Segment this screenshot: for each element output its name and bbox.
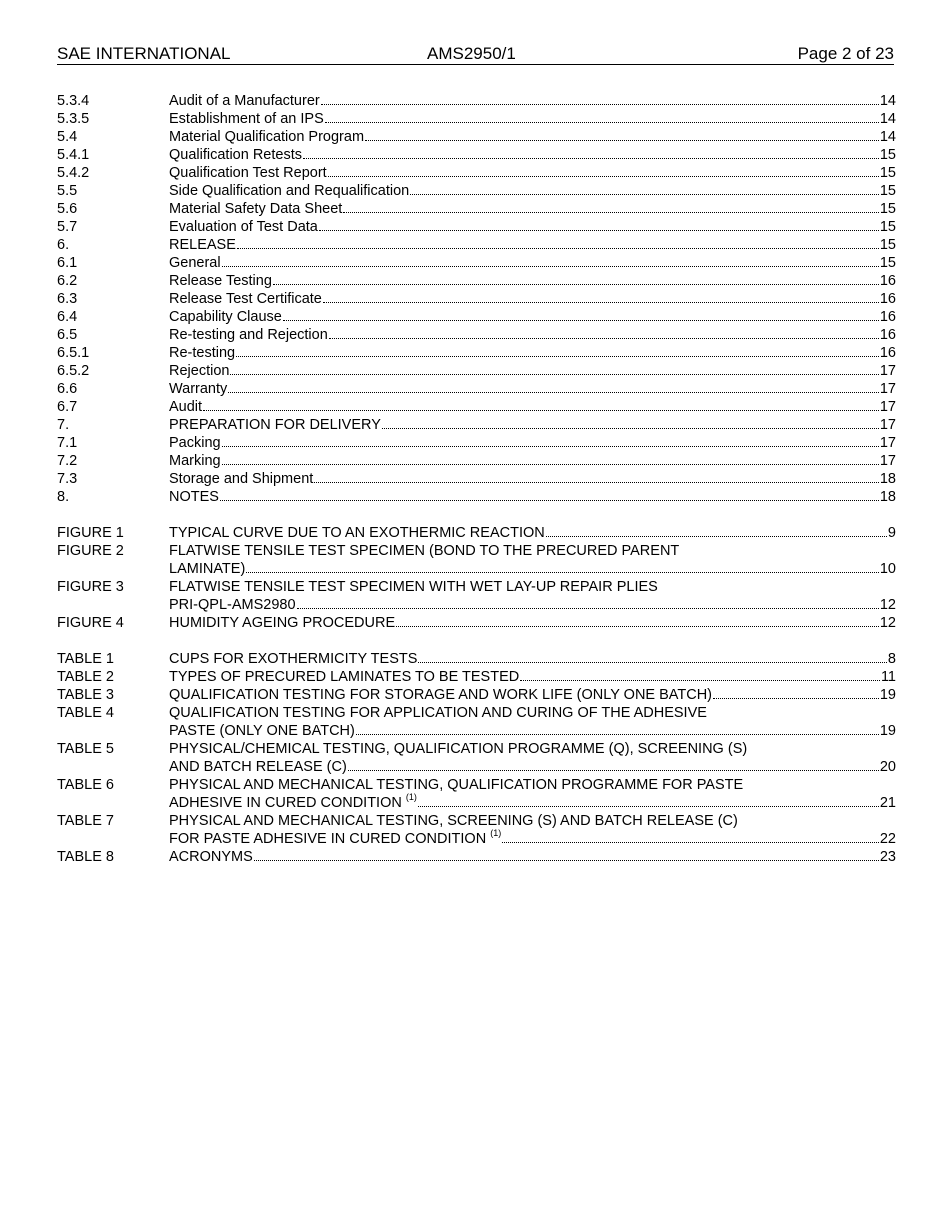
toc-entry-title-text: Re-testing [169, 345, 236, 361]
toc-entry[interactable] [57, 146, 896, 164]
toc-entry-title-text: Audit [169, 399, 203, 415]
toc-entry-title-text: Marking [169, 453, 221, 469]
toc-entry-page: 17 [879, 399, 896, 415]
toc-entry-title [169, 524, 545, 542]
toc-entry-body [169, 722, 896, 740]
dot-leader [348, 770, 879, 771]
toc-entry-body [169, 164, 896, 182]
toc-entry[interactable] [57, 182, 896, 200]
table-of-contents [57, 92, 896, 866]
toc-entry-title [169, 758, 347, 776]
dot-leader [325, 122, 879, 123]
toc-entry-body [169, 362, 896, 380]
dot-leader [222, 266, 879, 267]
dot-leader [520, 680, 880, 681]
toc-entry-page: 16 [879, 291, 896, 307]
dot-leader [303, 158, 879, 159]
toc-entry-body [169, 146, 896, 164]
toc-entry-page: 16 [879, 309, 896, 325]
toc-entry[interactable] [57, 128, 896, 146]
toc-entry-page: 15 [879, 201, 896, 217]
dot-leader [502, 842, 879, 843]
toc-entry-title-line: FLATWISE TENSILE TEST SPECIMEN (BOND TO THE PRECURED PARENT [169, 543, 680, 559]
toc-entry-title-text: Qualification Retests [169, 147, 302, 163]
toc-entry-page: 16 [879, 273, 896, 289]
toc-figures [57, 524, 896, 632]
toc-tables [57, 650, 896, 866]
toc-entry[interactable] [57, 668, 896, 686]
toc-entry-page: 17 [879, 417, 896, 433]
toc-entry-title-text: LAMINATE) [169, 561, 246, 577]
toc-entry-title-line: PHYSICAL AND MECHANICAL TESTING, QUALIFICATION PROGRAMME FOR PASTE [169, 777, 744, 793]
toc-entry-title-text: Warranty [169, 381, 228, 397]
toc-entry-title-text: NOTES [169, 489, 219, 505]
toc-entry-page: 15 [879, 165, 896, 181]
toc-entry-number: 5.4.1 [57, 147, 90, 163]
toc-entry-body [169, 452, 896, 470]
toc-entry-body [169, 578, 896, 596]
toc-entry-number: FIGURE 1 [57, 525, 124, 541]
toc-entry-number: 5.3.5 [57, 111, 90, 127]
toc-entry[interactable] [57, 344, 896, 362]
toc-entry-body [169, 272, 896, 290]
toc-entry-title [169, 398, 202, 416]
toc-entry-title-text: ACRONYMS [169, 849, 253, 865]
toc-entry-page: 17 [879, 453, 896, 469]
toc-entry-title [169, 794, 417, 812]
toc-entry[interactable] [57, 92, 896, 110]
toc-entry-title [169, 380, 227, 398]
toc-entry-number: 6.3 [57, 291, 78, 307]
dot-leader [546, 536, 887, 537]
toc-entry-title-text: Evaluation of Test Data [169, 219, 318, 235]
toc-entry[interactable] [57, 722, 896, 740]
toc-entry-body [169, 380, 896, 398]
dot-leader [418, 662, 887, 663]
toc-entry-number: TABLE 7 [57, 813, 114, 829]
footnote-marker: (1) [405, 792, 417, 803]
toc-entry-number: 6.4 [57, 309, 78, 325]
toc-entry-body [169, 848, 896, 866]
toc-entry-body [169, 686, 896, 704]
toc-entry-body [169, 398, 896, 416]
toc-entry-title-text: PREPARATION FOR DELIVERY [169, 417, 381, 433]
toc-entry-title [169, 722, 355, 740]
toc-entry-title [169, 308, 282, 326]
toc-entry-number: 5.4.2 [57, 165, 90, 181]
dot-leader [254, 860, 879, 861]
toc-entry-number: FIGURE 4 [57, 615, 124, 631]
toc-entry-body [169, 542, 896, 560]
toc-entry[interactable] [57, 596, 896, 614]
toc-entry-page: 14 [879, 93, 896, 109]
toc-entry-number: 6.7 [57, 399, 78, 415]
toc-entry-number [57, 596, 169, 614]
toc-entry[interactable] [57, 434, 896, 452]
toc-entry-title [169, 830, 501, 848]
toc-entry[interactable] [57, 686, 896, 704]
toc-entry-title-line: QUALIFICATION TESTING FOR APPLICATION AND CURING OF THE ADHESIVE [169, 705, 707, 721]
toc-entry-body [169, 92, 896, 110]
toc-entry-title-text: Material Qualification Program [169, 129, 365, 145]
toc-entry-number: 7.3 [57, 471, 78, 487]
toc-entry-title [169, 326, 328, 344]
toc-entry[interactable] [57, 614, 896, 632]
toc-entry-title-text: Audit of a Manufacturer [169, 93, 320, 109]
toc-entry[interactable] [57, 452, 896, 470]
toc-entry-body [169, 560, 896, 578]
toc-entry-page: 15 [879, 147, 896, 163]
header-organization: SAE INTERNATIONAL [57, 44, 231, 63]
toc-entry-body [169, 614, 896, 632]
dot-leader [222, 446, 879, 447]
toc-entry-title [169, 668, 519, 686]
toc-entry-title [169, 596, 296, 614]
dot-leader [365, 140, 879, 141]
dot-leader [230, 374, 878, 375]
toc-entry-line [57, 740, 896, 758]
toc-entry-number: FIGURE 3 [57, 579, 124, 595]
toc-entry-number: TABLE 5 [57, 741, 114, 757]
toc-entry-number: 5.4 [57, 129, 78, 145]
toc-entry-title [169, 218, 318, 236]
toc-entry[interactable] [57, 362, 896, 380]
toc-entry-title [169, 272, 272, 290]
toc-entry-page: 17 [879, 363, 896, 379]
toc-entry-title-text: HUMIDITY AGEING PROCEDURE [169, 615, 396, 631]
dot-leader [222, 464, 879, 465]
toc-entry-title-text: CUPS FOR EXOTHERMICITY TESTS [169, 651, 418, 667]
toc-entry-body [169, 524, 896, 542]
toc-entry-number: 6.5.1 [57, 345, 90, 361]
toc-entry-title-text: PASTE (ONLY ONE BATCH) [169, 723, 355, 739]
toc-entry[interactable] [57, 380, 896, 398]
toc-entry-body [169, 650, 896, 668]
toc-entry-title-text: Establishment of an IPS [169, 111, 324, 127]
toc-entry-line [57, 542, 896, 560]
toc-entry-page: 19 [879, 687, 896, 703]
toc-entry-page: 21 [879, 795, 896, 811]
toc-entry-line [57, 578, 896, 596]
dot-leader [236, 356, 879, 357]
toc-entry-body [169, 218, 896, 236]
toc-entry-body [169, 830, 896, 848]
toc-entry-page: 23 [879, 849, 896, 865]
toc-entry-body [169, 110, 896, 128]
toc-entry-title [169, 650, 417, 668]
toc-entry-page: 16 [879, 345, 896, 361]
toc-entry[interactable] [57, 488, 896, 506]
toc-entry-line [57, 812, 896, 830]
toc-entry-title-text: Material Safety Data Sheet [169, 201, 343, 217]
dot-leader [321, 104, 879, 105]
toc-entry[interactable] [57, 416, 896, 434]
toc-entry-number: 7. [57, 417, 70, 433]
toc-entry-number: TABLE 4 [57, 705, 114, 721]
toc-entry-body [169, 290, 896, 308]
toc-entry[interactable] [57, 164, 896, 182]
toc-sections [57, 92, 896, 506]
toc-entry-number: 7.2 [57, 453, 78, 469]
toc-entry[interactable] [57, 200, 896, 218]
dot-leader [283, 320, 879, 321]
toc-entry-title-text: General [169, 255, 221, 271]
toc-entry-body [169, 776, 896, 794]
header-page-number: Page 2 of 23 [797, 44, 894, 63]
dot-leader [713, 698, 879, 699]
toc-entry-title-text: Capability Clause [169, 309, 282, 325]
toc-entry-number: TABLE 8 [57, 849, 114, 865]
toc-entry[interactable] [57, 290, 896, 308]
toc-entry-page: 20 [879, 759, 896, 775]
toc-entry-title [169, 560, 245, 578]
toc-entry-number: 5.6 [57, 201, 78, 217]
dot-leader [343, 212, 879, 213]
dot-leader [203, 410, 879, 411]
toc-entry-page: 15 [879, 237, 896, 253]
toc-entry[interactable] [57, 308, 896, 326]
toc-entry-body [169, 758, 896, 776]
toc-entry-number: 6.6 [57, 381, 78, 397]
dot-leader [382, 428, 879, 429]
toc-entry-title-text: PRI-QPL-AMS2980 [169, 597, 296, 613]
toc-entry-body [169, 434, 896, 452]
toc-entry-page: 18 [879, 489, 896, 505]
dot-leader [356, 734, 879, 735]
toc-entry-title-text: AND BATCH RELEASE (C) [169, 759, 347, 775]
toc-entry-title-text: Qualification Test Report [169, 165, 327, 181]
toc-entry-number: TABLE 3 [57, 687, 114, 703]
toc-entry-title [169, 290, 322, 308]
toc-entry-title [169, 488, 219, 506]
dot-leader [328, 176, 879, 177]
toc-entry-body [169, 740, 896, 758]
toc-entry-number: 6.5 [57, 327, 78, 343]
toc-entry[interactable] [57, 272, 896, 290]
toc-entry-number: TABLE 6 [57, 777, 114, 793]
toc-entry-page: 17 [879, 381, 896, 397]
toc-entry-page: 11 [880, 669, 896, 685]
toc-entry-page: 15 [879, 255, 896, 271]
toc-entry[interactable] [57, 524, 896, 542]
dot-leader [329, 338, 879, 339]
toc-entry[interactable] [57, 110, 896, 128]
dot-leader [220, 500, 879, 501]
toc-entry-title-text: Re-testing and Rejection [169, 327, 328, 343]
toc-entry-number [57, 722, 169, 740]
toc-entry-body [169, 812, 896, 830]
toc-entry-number: 5.5 [57, 183, 78, 199]
toc-entry-page: 15 [879, 183, 896, 199]
dot-leader [273, 284, 879, 285]
toc-entry[interactable] [57, 650, 896, 668]
toc-entry-number: TABLE 2 [57, 669, 114, 685]
toc-entry-body [169, 308, 896, 326]
dot-leader [228, 392, 879, 393]
toc-entry-body [169, 488, 896, 506]
toc-entry-number: 6. [57, 237, 70, 253]
toc-entry-body [169, 326, 896, 344]
toc-entry-number: 6.2 [57, 273, 78, 289]
toc-entry[interactable] [57, 470, 896, 488]
toc-entry-title [169, 164, 327, 182]
dot-leader [237, 248, 879, 249]
toc-entry-title-text: TYPES OF PRECURED LAMINATES TO BE TESTED [169, 669, 520, 685]
toc-entry-number: 6.1 [57, 255, 78, 271]
toc-entry[interactable] [57, 326, 896, 344]
toc-entry-line [57, 776, 896, 794]
toc-entry-line [57, 704, 896, 722]
toc-entry-body [169, 236, 896, 254]
toc-entry-body [169, 596, 896, 614]
toc-entry-title-text: QUALIFICATION TESTING FOR STORAGE AND WORK LIFE (ONLY ONE BATCH) [169, 687, 713, 703]
toc-entry-title [169, 416, 381, 434]
toc-entry-page: 12 [879, 597, 896, 613]
toc-entry-number: 8. [57, 489, 70, 505]
toc-entry-number: FIGURE 2 [57, 543, 124, 559]
toc-entry[interactable] [57, 794, 896, 812]
toc-entry-title-line: PHYSICAL/CHEMICAL TESTING, QUALIFICATION PROGRAMME (Q), SCREENING (S) [169, 741, 748, 757]
toc-entry-body [169, 470, 896, 488]
toc-entry-title [169, 110, 324, 128]
toc-entry-page: 16 [879, 327, 896, 343]
toc-entry[interactable] [57, 560, 896, 578]
toc-entry-page: 19 [879, 723, 896, 739]
toc-entry-number: 5.3.4 [57, 93, 90, 109]
header-document-id: AMS2950/1 [427, 44, 516, 63]
toc-entry[interactable] [57, 758, 896, 776]
toc-entry-title-text: ADHESIVE IN CURED CONDITION [169, 795, 402, 811]
toc-entry-page: 15 [879, 219, 896, 235]
dot-leader [396, 626, 879, 627]
toc-entry-page: 12 [879, 615, 896, 631]
dot-leader [246, 572, 879, 573]
toc-entry-page: 22 [879, 831, 896, 847]
toc-entry-page: 14 [879, 129, 896, 145]
toc-entry-number: 6.5.2 [57, 363, 90, 379]
toc-entry-page: 10 [879, 561, 896, 577]
toc-entry-page: 14 [879, 111, 896, 127]
toc-entry-title [169, 686, 712, 704]
toc-entry-page: 9 [887, 525, 896, 541]
toc-entry-title-text: Rejection [169, 363, 230, 379]
toc-entry-body [169, 416, 896, 434]
toc-entry[interactable] [57, 830, 896, 848]
toc-entry-page: 8 [887, 651, 896, 667]
toc-spacer [57, 506, 896, 524]
toc-entry-title-text: RELEASE [169, 237, 236, 253]
toc-entry-title-text: Release Test Certificate [169, 291, 322, 307]
toc-entry-title [169, 182, 409, 200]
dot-leader [297, 608, 879, 609]
toc-entry-body [169, 704, 896, 722]
toc-entry-body [169, 794, 896, 812]
footnote-marker: (1) [490, 828, 502, 839]
toc-entry-title-text: FOR PASTE ADHESIVE IN CURED CONDITION [169, 831, 487, 847]
dot-leader [410, 194, 879, 195]
toc-entry-title [169, 236, 236, 254]
toc-entry-title [169, 470, 313, 488]
toc-spacer [57, 632, 896, 650]
toc-entry-body [169, 128, 896, 146]
toc-entry-page: 17 [879, 435, 896, 451]
toc-entry-number [57, 830, 169, 848]
dot-leader [418, 806, 879, 807]
toc-entry-title-line: FLATWISE TENSILE TEST SPECIMEN WITH WET LAY-UP REPAIR PLIES [169, 579, 658, 595]
toc-entry-body [169, 668, 896, 686]
toc-entry[interactable] [57, 236, 896, 254]
dot-leader [319, 230, 879, 231]
toc-entry-number: 5.7 [57, 219, 78, 235]
toc-entry-title [169, 452, 221, 470]
toc-entry-number: 7.1 [57, 435, 78, 451]
toc-entry-title [169, 254, 221, 272]
toc-entry-title [169, 146, 302, 164]
toc-entry-title [169, 362, 229, 380]
toc-entry-title [169, 434, 221, 452]
toc-entry-title [169, 344, 235, 362]
toc-entry-title-text: Storage and Shipment [169, 471, 314, 487]
toc-entry-title-text: Packing [169, 435, 221, 451]
toc-entry-body [169, 254, 896, 272]
toc-entry-number [57, 758, 169, 776]
toc-entry-title [169, 92, 320, 110]
dot-leader [323, 302, 879, 303]
page-header [57, 44, 894, 65]
toc-entry-title-text: Release Testing [169, 273, 272, 289]
toc-entry-title-text: TYPICAL CURVE DUE TO AN EXOTHERMIC REACTION [169, 525, 545, 541]
toc-entry-title-text: Side Qualification and Requalification [169, 183, 410, 199]
toc-entry-number: TABLE 1 [57, 651, 114, 667]
toc-entry[interactable] [57, 218, 896, 236]
toc-entry[interactable] [57, 398, 896, 416]
toc-entry-number [57, 560, 169, 578]
toc-entry-body [169, 182, 896, 200]
toc-entry-title [169, 200, 342, 218]
toc-entry-title-line: PHYSICAL AND MECHANICAL TESTING, SCREENING (S) AND BATCH RELEASE (C) [169, 813, 738, 829]
toc-entry-title [169, 614, 395, 632]
toc-entry[interactable] [57, 254, 896, 272]
toc-entry-title [169, 848, 253, 866]
toc-entry-body [169, 200, 896, 218]
toc-entry-number [57, 794, 169, 812]
dot-leader [314, 482, 879, 483]
toc-entry-title [169, 128, 364, 146]
toc-entry-body [169, 344, 896, 362]
toc-entry-page: 18 [879, 471, 896, 487]
toc-entry[interactable] [57, 848, 896, 866]
